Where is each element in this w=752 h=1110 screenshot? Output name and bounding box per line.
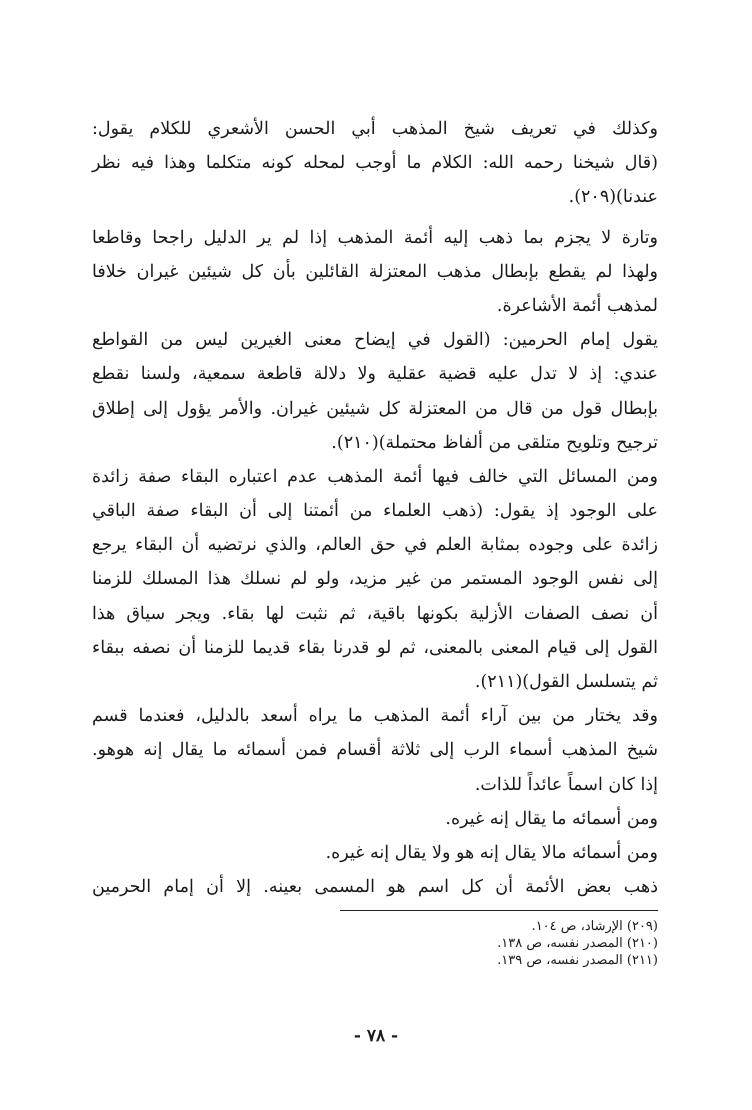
body-line: القول إلى قيام المعنى بالمعنى، ثم لو قدرنا بقاء قديما للزمنا أن نصفه ببقاء [92, 637, 658, 658]
body-line: يقول إمام الحرمين: (القول في إيضاح معنى الغيرين ليس من القواطع [92, 330, 658, 351]
body-line: ترجيح وتلويح متلقى من ألفاظ محتملة)(٢١٠). [331, 432, 658, 453]
body-line: ثم يتسلسل القول)(٢١١). [474, 672, 658, 692]
body-line: ومن أسمائه ما يقال إنه غيره. [445, 808, 658, 829]
footnote-210: (٢١٠) المصدر نفسه، ص ١٣٨. [497, 936, 658, 951]
footnotes [338, 918, 658, 969]
body-text [92, 112, 658, 904]
footnote-divider [340, 910, 658, 911]
body-line: وتارة لا يجزم بما ذهب إليه أئمة المذهب إذا لم ير الدليل راجحا وقاطعا [92, 227, 658, 248]
body-line: ذهب بعض الأئمة أن كل اسم هو المسمى بعينه. إلا أن إمام الحرمين [92, 877, 658, 898]
body-line: لمذهب أئمة الأشاعرة. [496, 295, 658, 316]
body-line: زائدة على وجوده بمثابة العلم في حق العالم، والذي نرتضيه أن البقاء يرجع [92, 535, 658, 556]
body-line: على الوجود إذ يقول: (ذهب العلماء من أئمتنا إلى أن البقاء صفة الباقي [92, 501, 658, 522]
body-line: ومن أسمائه مالا يقال إنه هو ولا يقال إنه غيره. [325, 842, 658, 863]
body-line: عندي: إذ لا تدل عليه قضية عقلية ولا دلالة قاطعة سمعية، ولسنا نقطع [92, 364, 658, 385]
body-line: وكذلك في تعريف شيخ المذهب أبي الحسن الأشعري للكلام يقول: [92, 119, 658, 139]
body-line: إذا كان اسماً عائداً للذات. [474, 774, 658, 795]
body-line: إلى نفس الوجود المستمر من غير مزيد، ولو لم نسلك هذا المسلك للزمنا [92, 569, 658, 590]
body-line: ومن المسائل التي خالف فيها أئمة المذهب عدم اعتباره البقاء صفة زائدة [92, 466, 658, 487]
footnote-211: (٢١١) المصدر نفسه، ص ١٣٩. [497, 953, 658, 968]
footnote-209: (٢٠٩) الإرشاد، ص ١٠٤. [531, 919, 658, 934]
body-line: أن نصف الصفات الأزلية بكونها باقية، ثم نثبت لها بقاء. ويجر سياق هذا [92, 603, 658, 624]
body-line: شيخ المذهب أسماء الرب إلى ثلاثة أقسام فمن أسمائه ما يقال إنه هوهو. [92, 740, 658, 761]
page-number: - ٧٨ - [353, 1026, 399, 1046]
body-line: وقد يختار من بين آراء أئمة المذهب ما يراه أسعد بالدليل، فعندما قسم [92, 706, 658, 727]
body-line: (قال شيخنا رحمه الله: الكلام ما أوجب لمحله كونه متكلما وهذا فيه نظر [92, 153, 658, 174]
body-line: بإبطال قول من قال من المعتزلة كل شيئين غيران. والأمر يؤول إلى إطلاق [92, 398, 658, 419]
body-line: ولهذا لم يقطع بإبطال مذهب المعتزلة القائلين بأن كل شيئين غيران خلافا [92, 261, 658, 282]
body-line: عندنا)(٢٠٩). [568, 187, 658, 208]
